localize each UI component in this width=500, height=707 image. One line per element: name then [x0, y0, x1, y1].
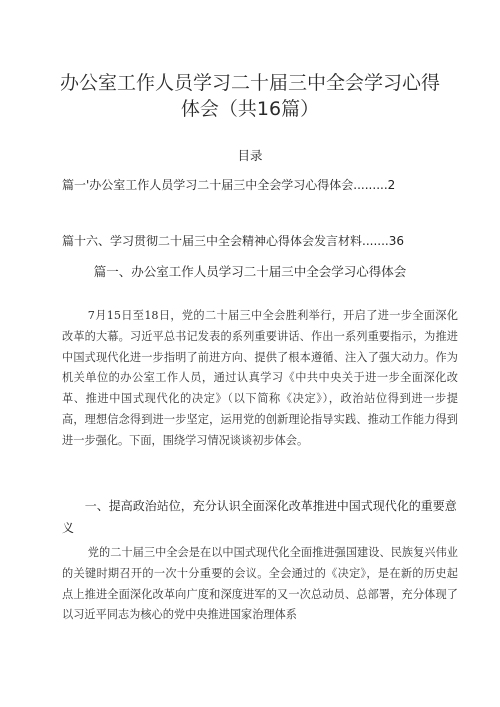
document-title-line-1: 办公室工作人员学习二十届三中全会学习心得 [59, 72, 440, 94]
body-paragraph-2: 党的二十届三中全会是在以中国式现代化全面推进强国建设、民族复兴伟业的关键时期召开的一次十分重要的会议。全会通过的《决定》，是在新的历史起点上推进全面深化改革向广度和深度进军的又一次总动员、总部署，充分体现了以习近平同志为核心的党中央推进国家治理体系 [62, 546, 458, 622]
section-title: 篇一、办公室工作人员学习二十届三中全会学习心得体会 [93, 264, 407, 279]
body-paragraph-1: 7月15日至18日，党的二十届三中全会胜利举行，开启了进一步全面深化改革的大幕。习近平总书记发表的系列重要讲话、作出一系列重要指示，为推进中国式现代化进一步指明了前进方向、提供了根本遵循、注入了强大动力。作为机关单位的办公室工作人员，通过认真学习《中共中央关于进一步全面深化改革、推进中国式现代化的决定》（以下简称《决定》），政治站位得到进一步提高，理想信念得到进一步坚定，运用党的创新理论指导实践、推动工作能力得到进一步强化。下面，围绕学习情况谈谈初步体会。 [62, 309, 458, 447]
toc-heading: 目录 [237, 148, 263, 163]
document-title-line-2: 体会（共16篇） [180, 98, 320, 120]
subheading-1: 一、提高政治站位，充分认识全面深化改革推进中国式现代化的重要意义 [62, 499, 457, 535]
toc-item-1[interactable]: 篇一'办公室工作人员学习二十届三中全会学习心得体会.........2 [62, 178, 396, 192]
toc-item-16[interactable]: 篇十六、学习贯彻二十届三中全会精神心得体会发言材料.......36 [62, 234, 404, 248]
